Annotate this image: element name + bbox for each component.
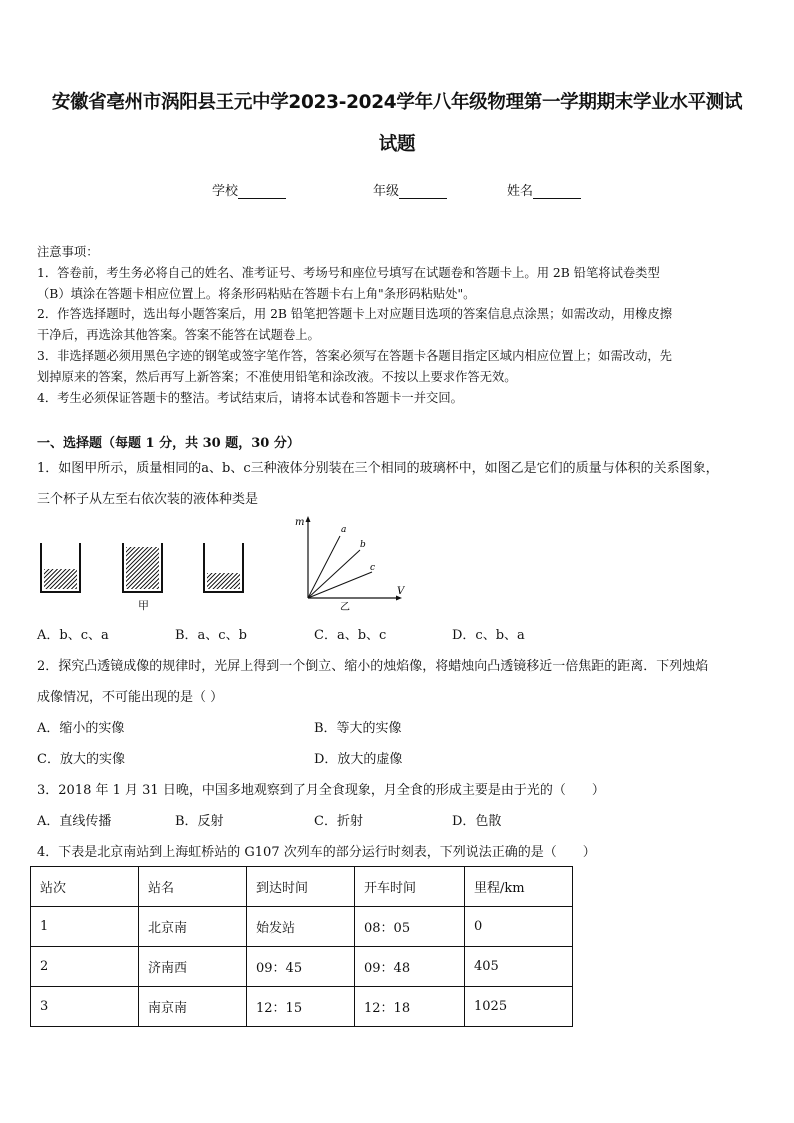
q1-option-b[interactable]: B．a、c、b — [175, 628, 247, 643]
exam-title-continued: 试题 — [378, 134, 416, 155]
table-cell: 0 — [465, 907, 573, 947]
q2-option-d[interactable]: D．放大的虚像 — [314, 752, 403, 767]
table-cell: 1025 — [465, 987, 573, 1027]
name-label: 姓名 — [507, 184, 534, 199]
table-cell: 1 — [31, 907, 139, 947]
liquid-middle — [126, 547, 159, 589]
table-header-row — [31, 867, 573, 907]
q2-option-b[interactable]: B．等大的实像 — [314, 721, 402, 736]
table-row — [31, 947, 573, 987]
q2-option-a[interactable]: A．缩小的实像 — [37, 721, 125, 736]
table-cell: 12：18 — [355, 987, 465, 1027]
line-a-label: a — [341, 525, 347, 535]
y-axis-arrow — [306, 516, 311, 522]
notice-line: 4．考生必须保证答题卡的整洁。考试结束后，请将本试卷和答题卡一并交回。 — [37, 390, 463, 405]
line-c — [308, 572, 372, 598]
figure-yi-label: 乙 — [340, 602, 350, 612]
notice-line: （B）填涂在答题卡相应位置上。将条形码粘贴在答题卡右上角"条形码粘贴处"。 — [37, 286, 476, 301]
info-fields — [0, 180, 794, 200]
q3-option-b[interactable]: B．反射 — [175, 814, 224, 829]
beaker-right — [203, 543, 244, 593]
beaker-left — [40, 543, 81, 593]
school-label: 学校 — [212, 184, 239, 199]
table-header-cell: 站次 — [31, 867, 139, 907]
table-cell: 09：48 — [355, 947, 465, 987]
table-header-cell: 站名 — [139, 867, 247, 907]
q2-option-c[interactable]: C．放大的实像 — [37, 752, 125, 767]
line-a — [308, 536, 340, 598]
table-cell: 405 — [465, 947, 573, 987]
table-cell: 始发站 — [247, 907, 355, 947]
grade-blank — [399, 184, 447, 199]
table-cell: 南京南 — [139, 987, 247, 1027]
liquid-left — [44, 569, 77, 589]
table-header-cell: 里程/km — [465, 867, 573, 907]
table-cell: 北京南 — [139, 907, 247, 947]
exam-title: 安徽省亳州市涡阳县王元中学2023-2024学年八年级物理第一学期期末学业水平测试 — [51, 92, 743, 113]
table-cell: 12：15 — [247, 987, 355, 1027]
table-header-cell: 开车时间 — [355, 867, 465, 907]
notice-line: 干净后，再选涂其他答案。答案不能答在试题卷上。 — [37, 328, 320, 343]
q4-stem: 4．下表是北京南站到上海虹桥站的 G107 次列车的部分运行时刻表，下列说法正确的是（ ） — [37, 845, 596, 860]
q1-figure-yi-graph — [290, 512, 410, 612]
train-schedule-table — [30, 866, 573, 1027]
y-axis-label: m — [295, 517, 305, 528]
beaker-middle — [122, 543, 163, 593]
liquid-right — [207, 573, 240, 589]
line-b — [308, 550, 360, 598]
grade-field — [373, 180, 447, 199]
table-cell: 09：45 — [247, 947, 355, 987]
q3-stem: 3．2018 年 1 月 31 日晚，中国多地观察到了月全食现象，月全食的形成主要是由于光的（ ） — [37, 783, 605, 798]
line-c-label: c — [370, 563, 376, 573]
line-b-label: b — [360, 540, 366, 550]
q1-stem-continued: 三个杯子从左至右依次装的液体种类是 — [37, 492, 259, 507]
grade-label: 年级 — [373, 184, 400, 199]
notice-block — [37, 242, 759, 408]
table-cell: 08：05 — [355, 907, 465, 947]
table-row — [31, 907, 573, 947]
name-field — [507, 180, 581, 199]
q1-stem: 1．如图甲所示，质量相同的a、b、c三种液体分别装在三个相同的玻璃杯中，如图乙是它们的质量与体积的关系图象， — [37, 461, 719, 476]
school-blank — [238, 184, 286, 199]
table-row — [31, 987, 573, 1027]
notice-line: 1．答卷前，考生务必将自己的姓名、准考证号、考场号和座位号填写在试题卷和答题卡上。用 2B 铅笔将试卷类型 — [37, 265, 660, 280]
table-cell: 济南西 — [139, 947, 247, 987]
notice-line: 3．非选择题必须用黑色字迹的钢笔或签字笔作答，答案必须写在答题卡各题目指定区域内相应位置上；如需改动，先 — [37, 348, 672, 363]
q1-option-a[interactable]: A．b、c、a — [37, 628, 109, 643]
q1-option-d[interactable]: D．c、b、a — [452, 628, 525, 643]
name-blank — [533, 184, 581, 199]
school-field — [212, 180, 286, 199]
notice-line: 2．作答选择题时，选出每小题答案后，用 2B 铅笔把答题卡上对应题目选项的答案信息点涂黑；如需改动，用橡皮擦 — [37, 307, 673, 322]
table-cell: 2 — [31, 947, 139, 987]
section-heading: 一、选择题（每题 1 分，共 30 题，30 分） — [37, 436, 300, 451]
notice-heading: 注意事项： — [37, 245, 99, 259]
q3-option-d[interactable]: D．色散 — [452, 814, 502, 829]
table-cell: 3 — [31, 987, 139, 1027]
figure-jia-label: 甲 — [138, 599, 149, 612]
q3-option-a[interactable]: A．直线传播 — [37, 814, 112, 829]
table-header-cell: 到达时间 — [247, 867, 355, 907]
q2-stem: 2．探究凸透镜成像的规律时，光屏上得到一个倒立、缩小的烛焰像，将蜡烛向凸透镜移近一倍焦距的距离．下列烛焰 — [37, 659, 709, 674]
q1-option-c[interactable]: C．a、b、c — [314, 628, 387, 643]
x-axis-label: V — [397, 586, 405, 597]
q3-option-c[interactable]: C．折射 — [314, 814, 363, 829]
q2-stem-continued: 成像情况，不可能出现的是（ ） — [37, 690, 224, 705]
notice-line: 划掉原来的答案，然后再写上新答案；不准使用铅笔和涂改液。不按以上要求作答无效。 — [37, 369, 517, 384]
